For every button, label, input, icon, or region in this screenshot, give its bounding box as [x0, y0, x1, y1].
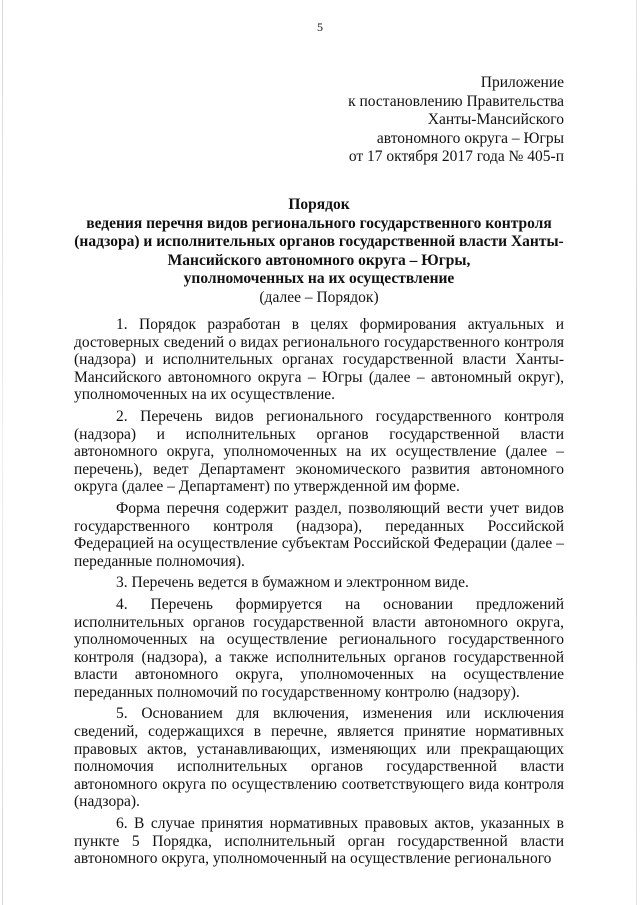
paragraph: Форма перечня содержит раздел, позволяющий вести учет видов государственного контроля (надзора), переданных Российской Федерацией на осуществление субъектам Российской Федерации (далее – переданные полномочия).: [74, 499, 564, 570]
scan-edge-left: [2, 0, 3, 905]
title-short-name: (далее – Порядок): [259, 288, 379, 306]
paragraph: 3. Перечень ведется в бумажном и электронном виде.: [116, 574, 469, 592]
title-line: Мансийского автономного округа – Югры,: [167, 251, 471, 269]
appendix-heading: [264, 74, 564, 167]
paragraph: 1. Порядок разработан в целях формирования актуальных и достоверных сведений о видах регионального государственного контроля (надзора) и исполнительных органах государственной власти Ханты-Мансийского автономного округа – Югры (далее – автономный округ), уполномоченных на их осуществление.: [74, 316, 564, 404]
document-body: [74, 316, 564, 872]
page-number: 5: [317, 20, 323, 34]
title-line: (надзора) и исполнительных органов государственной власти Ханты-: [74, 233, 564, 250]
document-title: [70, 196, 568, 307]
title-line: ведения перечня видов регионального государственного контроля: [86, 214, 552, 232]
appendix-line: автономного округа – Югры: [376, 129, 564, 147]
title-line: уполномоченных на их осуществление: [183, 270, 455, 287]
paragraph: 5. Основанием для включения, изменения или исключения сведений, содержащихся в перечне, является принятие нормативных правовых актов, устанавливающих, изменяющих или прекращающих полномочия исполнительных органов государственной власти автономного округа по осуществлению соответствующего вида контроля (надзора).: [74, 705, 564, 811]
appendix-line: к постановлению Правительства: [348, 92, 564, 110]
paragraph: 2. Перечень видов регионального государственного контроля (надзора) и исполнительных органов государственной власти автономного округа, уполномоченных на их осуществление (далее – перечень), ведет Департамент экономического развития автономного округа (далее – Департамент) по утвержденной им форме.: [74, 407, 564, 496]
title-heading: Порядок: [288, 196, 350, 213]
appendix-line: от 17 октября 2017 года № 405-п: [348, 148, 564, 165]
appendix-line: Ханты-Мансийского: [427, 111, 564, 128]
appendix-line: Приложение: [480, 74, 564, 91]
paragraph: 4. Перечень формируется на основании предложений исполнительных органов государственной власти автономного округа, уполномоченных на осуществление регионального государственного контроля (надзора), а также исполнительных органов государственной власти автономного округа, уполномоченных на осуществление переданных полномочий по государственному контролю (надзору).: [74, 595, 564, 701]
paragraph: 6. В случае принятия нормативных правовых актов, указанных в пункте 5 Порядка, исполнительный орган государственной власти автономного округа, уполномоченный на осуществление регионального: [74, 815, 564, 868]
scan-edge-right: [636, 0, 637, 905]
